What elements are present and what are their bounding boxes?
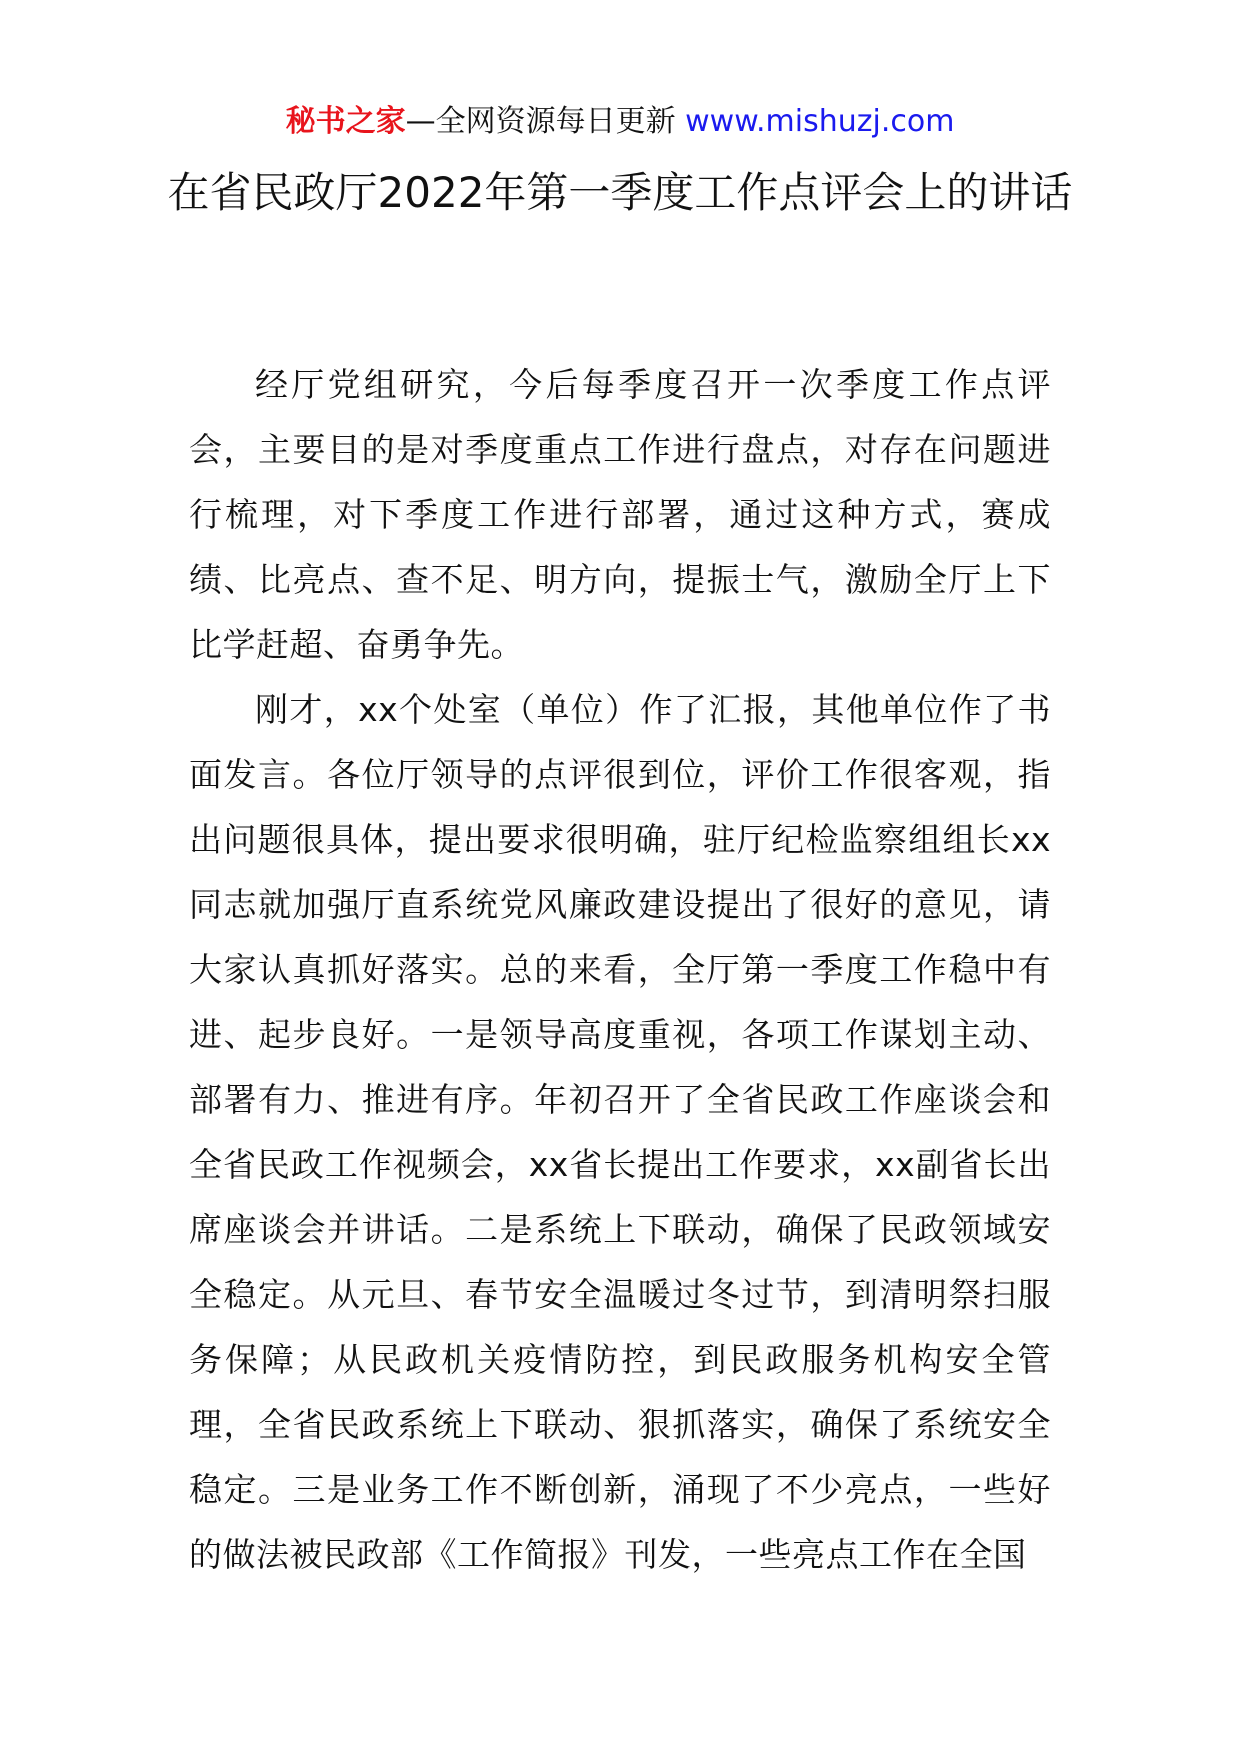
paragraph: 经厅党组研究，今后每季度召开一次季度工作点评会，主要目的是对季度重点工作进行盘点，对存在问题进行梳理，对下季度工作进行部署，通过这种方式，赛成绩、比亮点、查不足、明方向，提振士气，激励全厅上下比学赶超、奋勇争先。	[189, 365, 1051, 664]
document-title: 在省民政厅2022年第一季度工作点评会上的讲话	[167, 168, 1073, 217]
site-name: 秘书之家	[285, 104, 406, 139]
document-body	[189, 352, 1051, 1587]
site-header	[0, 100, 1240, 144]
paragraph: 刚才，xx个处室（单位）作了汇报，其他单位作了书面发言。各位厅领导的点评很到位，评价工作很客观，指出问题很具体，提出要求很明确，驻厅纪检监察组组长xx同志就加强厅直系统党风廉政建设提出了很好的意见，请大家认真抓好落实。总的来看，全厅第一季度工作稳中有进、起步良好。一是领导高度重视，各项工作谋划主动、部署有力、推进有序。年初召开了全省民政工作座谈会和全省民政工作视频会，xx省长提出工作要求，xx副省长出席座谈会并讲话。二是系统上下联动，确保了民政领域安全稳定。从元旦、春节安全温暖过冬过节，到清明祭扫服务保障；从民政机关疫情防控，到民政服务机构安全管理，全省民政系统上下联动、狠抓落实，确保了系统安全稳定。三是业务工作不断创新，涌现了不少亮点，一些好的做法被民政部《工作简报》刊发，一些亮点工作在全国	[189, 690, 1051, 1574]
site-url-link[interactable]: www.mishuzj.com	[685, 104, 955, 139]
site-slogan: —全网资源每日更新	[405, 104, 676, 139]
